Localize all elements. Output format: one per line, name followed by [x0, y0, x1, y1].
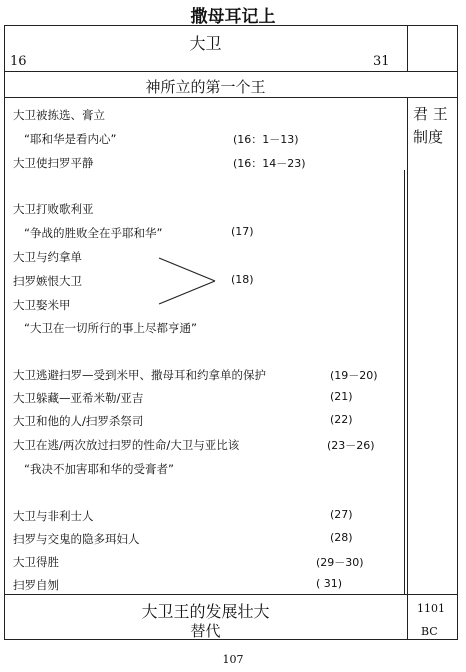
entry-text: 大卫在逃/两次放过扫罗的性命/大卫与亚比该: [13, 438, 240, 452]
column-divider-bottom: [407, 594, 408, 640]
entry-ref: (21): [330, 390, 353, 403]
entry-ref: (17): [231, 225, 254, 238]
entry-text: “争战的胜败全在乎耶和华”: [24, 226, 163, 240]
entry-ref: (22): [330, 413, 353, 426]
entry-ref: ( 31): [316, 577, 343, 590]
entry-text: 大卫得胜: [13, 555, 59, 569]
entry-ref: (29－30): [316, 556, 364, 569]
entry-ref: (27): [330, 508, 353, 521]
side-label-line1: 君 王: [413, 105, 448, 123]
entry-text: 大卫打败歌利亚: [13, 202, 94, 216]
entry-text: 大卫与非利士人: [13, 509, 94, 523]
entry-text: 大卫与约拿单: [13, 250, 82, 264]
era-label: BC: [421, 625, 438, 638]
entry-text: 大卫被拣选、膏立: [13, 108, 105, 122]
chapter-start: 16: [10, 54, 27, 69]
entry-text: “大卫在一切所行的事上尽都亨通”: [24, 321, 197, 335]
footer-line2: 替代: [190, 622, 221, 640]
entry-text: 大卫使扫罗平静: [13, 156, 94, 170]
entry-ref: (16：14－23): [233, 157, 306, 170]
chapter-end: 31: [373, 54, 390, 69]
section-title: 神所立的第一个王: [145, 78, 266, 96]
entry-text: “耶和华是看内心”: [24, 132, 117, 146]
bracket-arrow-icon: [155, 255, 225, 307]
page-number: 107: [222, 653, 244, 666]
entry-text: 扫罗嫉恨大卫: [13, 274, 82, 288]
footer-separator: [4, 594, 458, 595]
entry-ref: (28): [330, 531, 353, 544]
page-title: 撒母耳记上: [190, 7, 276, 27]
header-separator: [4, 71, 458, 72]
entry-ref: (18): [231, 273, 254, 286]
column-divider-middle: [407, 97, 408, 594]
side-label-line2: 制度: [413, 128, 444, 146]
entry-text: 扫罗自刎: [13, 578, 59, 592]
entry-text: 大卫娶米甲: [13, 298, 71, 312]
footer-line1: 大卫王的发展壮大: [141, 602, 270, 621]
top-title: 大卫: [189, 34, 222, 53]
entry-text: 大卫和他的人/扫罗杀祭司: [13, 414, 144, 428]
entry-ref: (23－26): [327, 439, 375, 452]
entry-ref: (16：1－13): [233, 133, 299, 146]
side-inner-line: [404, 170, 405, 594]
column-divider-top: [407, 25, 408, 71]
entry-text: “我决不加害耶和华的受膏者”: [24, 462, 174, 476]
entry-text: 大卫躲藏—亚希米勒/亚吉: [13, 391, 144, 405]
year-label: 1101: [417, 602, 445, 615]
section-separator: [4, 97, 458, 98]
entry-ref: (19－20): [330, 369, 378, 382]
entry-text: 大卫逃避扫罗—受到米甲、撒母耳和约拿单的保护: [13, 368, 266, 382]
entry-text: 扫罗与交鬼的隐多珥妇人: [13, 532, 140, 546]
